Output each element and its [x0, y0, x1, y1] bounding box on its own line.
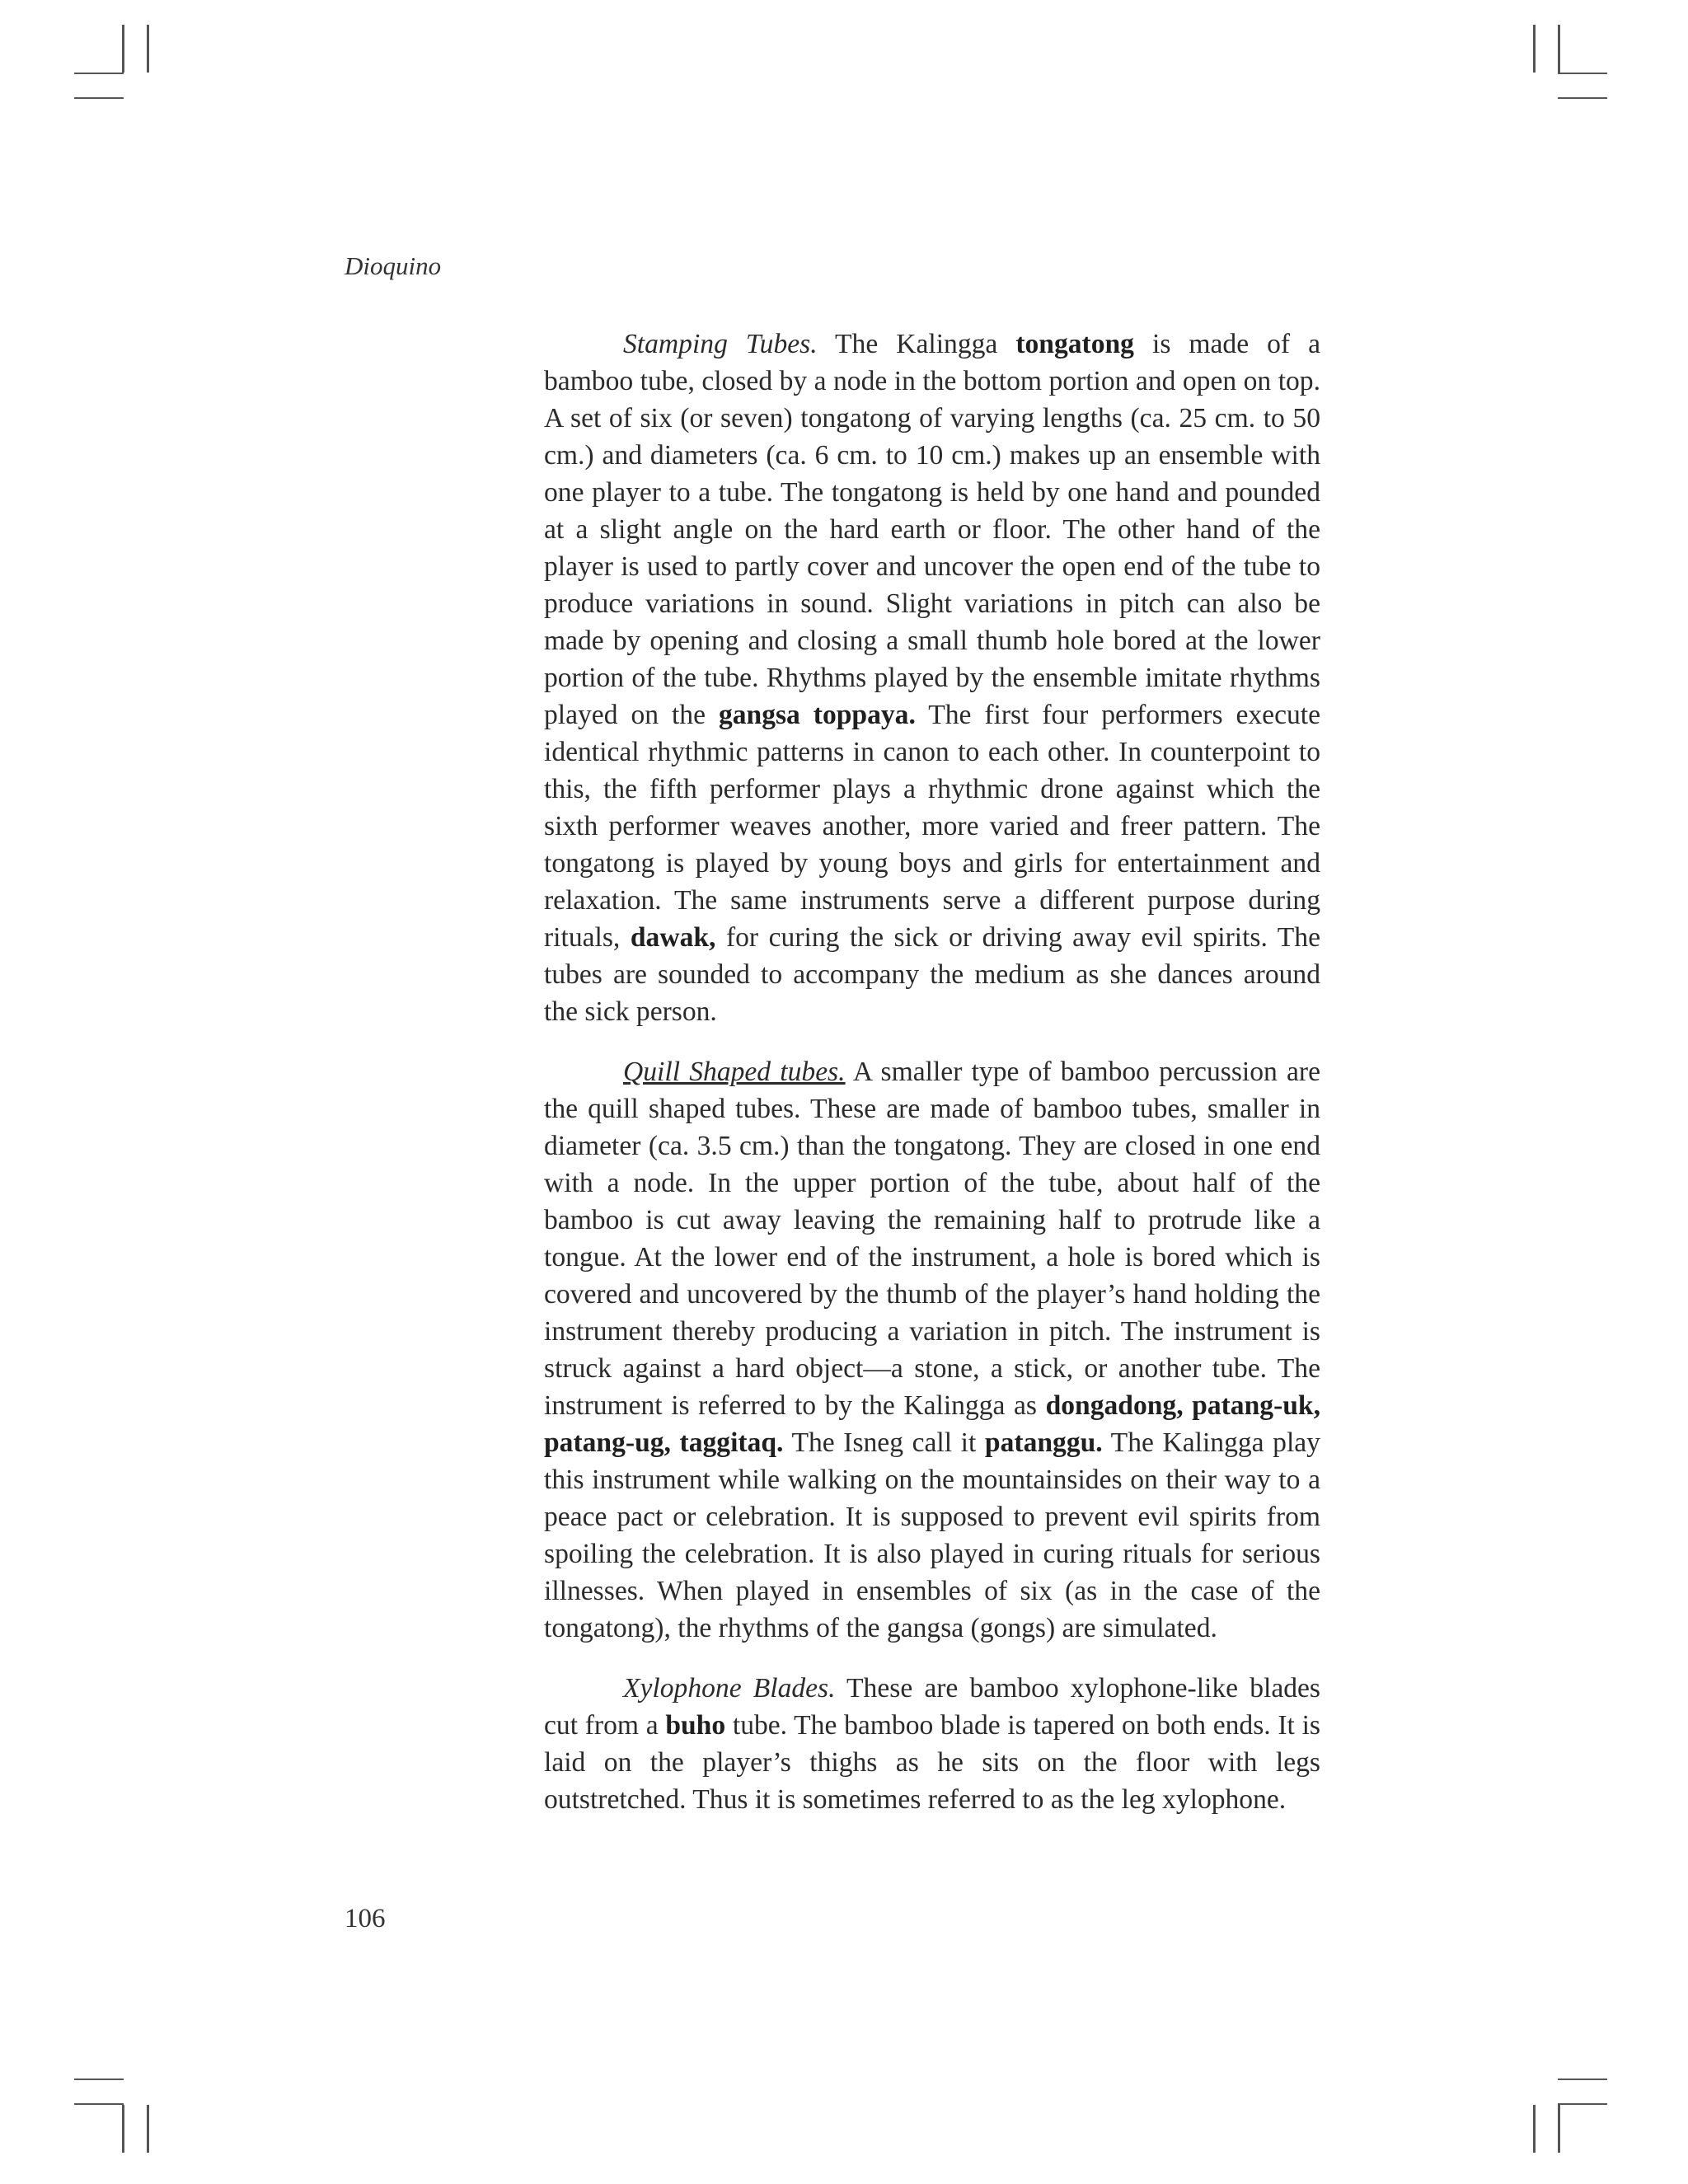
- text-run: The Kalingga: [817, 329, 1016, 359]
- crop-mark-top-left-horizontal: [74, 73, 124, 74]
- paragraph-quill-shaped-tubes: [544, 1053, 1320, 1647]
- paragraph-xylophone-blades: [544, 1670, 1320, 1818]
- crop-mark-bottom-left-horizontal-2: [74, 2103, 124, 2105]
- crop-mark-top-left-vertical-2: [147, 25, 149, 73]
- text-run: A smaller type of bamboo percussion are the quill shaped tubes. These are made of bamboo tubes, smaller in diameter (ca. 3.5 cm.) than the tongatong. They are closed in one end with a node. In the upper portion of the tube, about half of the bamboo is cut away leaving the remaining half to protrude like a tongue. At the lower end of the instrument, a hole is bored which is covered and uncovered by the thumb of the player’s hand holding the instrument thereby producing a variation in pitch. The instrument is struck against a hard object—a stone, a stick, or another tube. The instrument is referred to by the Kalingga as: [544, 1057, 1320, 1421]
- crop-mark-top-right-vertical-2: [1558, 25, 1560, 73]
- text-run: for curing the sick or driving away evil spirits. The tubes are sounded to accompany the medium as she dances around the sick person.: [544, 922, 1320, 1027]
- paragraph-heading: Stamping Tubes.: [623, 329, 818, 359]
- term: gangsa toppaya.: [718, 700, 916, 730]
- term: patanggu.: [984, 1427, 1103, 1458]
- running-header-author: Dioquino: [345, 251, 442, 280]
- page-number: 106: [345, 1904, 386, 1933]
- crop-mark-bottom-right-horizontal-2: [1558, 2103, 1607, 2105]
- crop-mark-top-left-horizontal-2: [74, 97, 124, 99]
- crop-mark-top-right-horizontal-2: [1558, 97, 1607, 99]
- text-run: These are bamboo xylophone-like blades cut from a: [544, 1673, 1320, 1741]
- paragraph-stamping-tubes: [544, 326, 1320, 1030]
- text-run: tube. The bamboo blade is tapered on both ends. It is laid on the player’s thighs as he sits on the floor with legs outstretched. Thus it is sometimes referred to as the leg xylophone.: [544, 1710, 1320, 1815]
- text-run: The first four performers execute identical rhythmic patterns in canon to each other. In counterpoint to this, the fifth performer plays a rhythmic drone against which the sixth performer weaves another, more varied and freer pattern. The tongatong is played by young boys and girls for entertainment and relaxation. The same instruments serve a different purpose during rituals,: [544, 700, 1321, 953]
- crop-mark-bottom-left-vertical: [122, 2105, 124, 2153]
- crop-mark-top-right-vertical: [1533, 25, 1536, 73]
- body-text: [544, 326, 1320, 1841]
- crop-mark-bottom-left-horizontal: [74, 2079, 124, 2080]
- text-run: is made of a bamboo tube, closed by a node in the bottom portion and open on top. A set of six (or seven) tongatong of varying lengths (ca. 25 cm. to 50 cm.) and diameters (ca. 6 cm. to 10 cm.) makes up an ensemble with one player to a tube. The tongatong is held by one hand and pounded at a slight angle on the hard earth or floor. The other hand of the player is used to partly cover and uncover the open end of the tube to produce variations in sound. Slight variations in pitch can also be made by opening and closing a small thumb hole bored at the lower portion of the tube. Rhythms played by the ensemble imitate rhythms played on the: [544, 329, 1320, 730]
- term: tongatong: [1015, 329, 1134, 359]
- paragraph-heading: Quill Shaped tubes.: [623, 1057, 846, 1087]
- term: dawak,: [630, 922, 716, 953]
- crop-mark-bottom-right-horizontal: [1558, 2079, 1607, 2080]
- crop-mark-top-left-vertical: [122, 25, 124, 73]
- term: buho: [665, 1710, 726, 1741]
- term: dongadong, patang-uk, patang-ug, taggitaq.: [544, 1390, 1320, 1458]
- text-run: The Isneg call it: [783, 1427, 985, 1458]
- paragraph-heading: Xylophone Blades.: [623, 1673, 836, 1704]
- crop-mark-top-right-horizontal: [1558, 73, 1607, 74]
- crop-mark-bottom-left-vertical-2: [147, 2105, 149, 2153]
- text-run: The Kalingga play this instrument while walking on the mountainsides on their way to a peace pact or celebration. It is supposed to prevent evil spirits from spoiling the celebration. It is also played in curing rituals for serious illnesses. When played in ensembles of six (as in the case of the tongatong), the rhythms of the gangsa (gongs) are simulated.: [544, 1427, 1320, 1643]
- crop-mark-bottom-right-vertical: [1533, 2105, 1536, 2153]
- crop-mark-bottom-right-vertical-2: [1558, 2105, 1560, 2153]
